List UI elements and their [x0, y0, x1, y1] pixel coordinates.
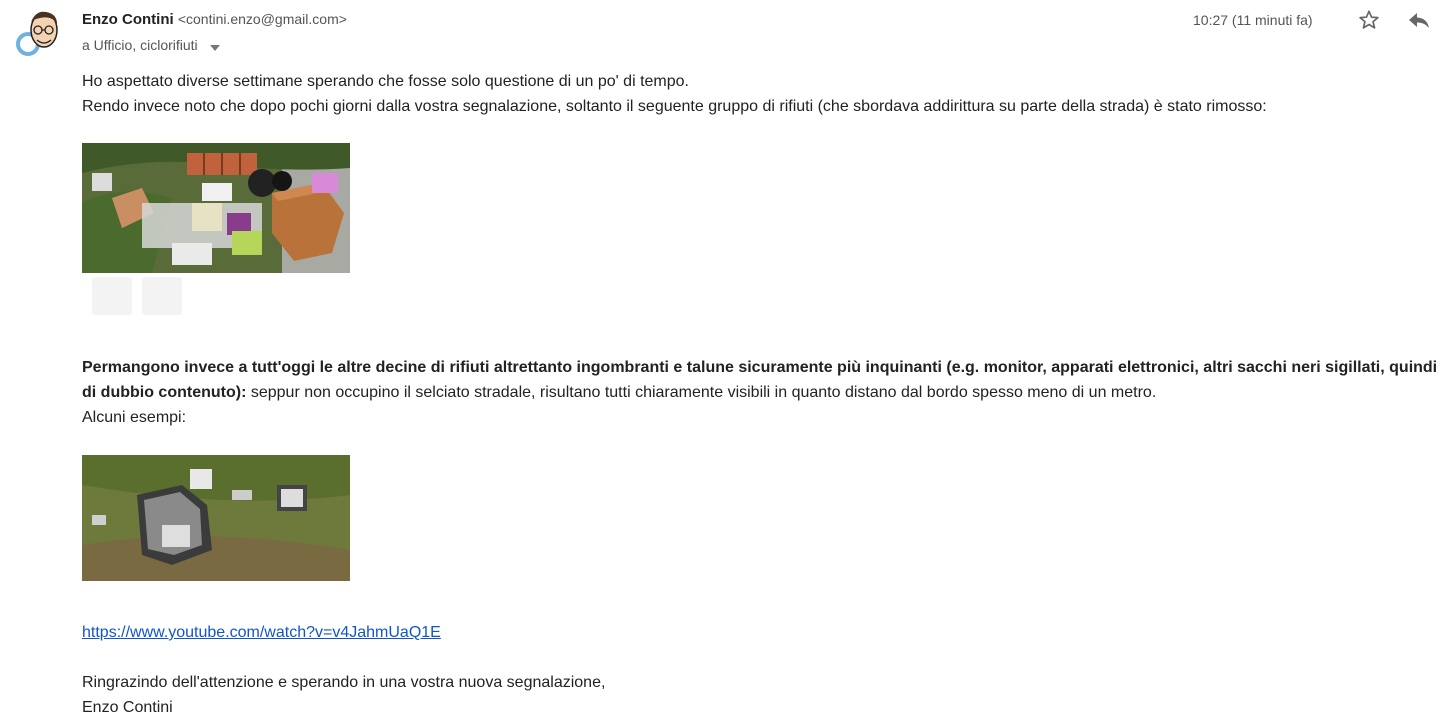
- caret-down-icon[interactable]: [210, 38, 220, 54]
- message-body: [82, 69, 1442, 716]
- body-bold-text: Permangono invece a tutt'oggi le altre decine di rifiuti altrettanto ingombranti e talune sicuramente più inquinanti (e.g. monitor, apparati elettronici, altri sacchi neri sigillati, quindi di dubbio contenuto):: [82, 359, 1438, 401]
- attachment-photo-2[interactable]: [82, 455, 350, 581]
- body-paragraph-2: [82, 355, 1442, 430]
- body-normal-text: seppur non occupino il selciato stradale, risultano tutti chiaramente visibili in quanto distano dal bordo spesso meno di un metro.: [246, 384, 1157, 401]
- closing-block: [82, 670, 605, 720]
- sender-line: [82, 11, 347, 28]
- recipients-toggle[interactable]: [82, 37, 220, 54]
- sender-email: <contini.enzo@gmail.com>: [177, 11, 347, 27]
- closing-text: Ringrazindo dell'attenzione e sperando in una vostra nuova segnalazione,: [82, 674, 606, 691]
- photo-save-ghost-button[interactable]: [142, 277, 182, 315]
- reply-icon[interactable]: [1407, 10, 1431, 30]
- attachment-photo-1[interactable]: [82, 143, 350, 273]
- body-line-2: Rendo invece noto che dopo pochi giorni dalla vostra segnalazione, soltanto il seguente gruppo di rifiuti (che sbordava addirittura su parte della strada) è stato rimosso:: [82, 98, 1267, 115]
- sender-avatar: [14, 8, 60, 58]
- signature: Enzo Contini: [82, 699, 173, 716]
- youtube-link[interactable]: https://www.youtube.com/watch?v=v4JahmUaQ1E: [82, 624, 441, 641]
- recipients-label: a Ufficio, ciclorifiuti: [82, 37, 198, 53]
- sender-name[interactable]: Enzo Contini: [82, 11, 174, 28]
- message-timestamp: 10:27 (11 minuti fa): [1193, 12, 1313, 28]
- star-icon[interactable]: [1358, 9, 1380, 31]
- body-line-1: Ho aspettato diverse settimane sperando che fosse solo questione di un po' di tempo.: [82, 73, 689, 90]
- photo-download-ghost-button[interactable]: [92, 277, 132, 315]
- body-examples: Alcuni esempi:: [82, 409, 187, 426]
